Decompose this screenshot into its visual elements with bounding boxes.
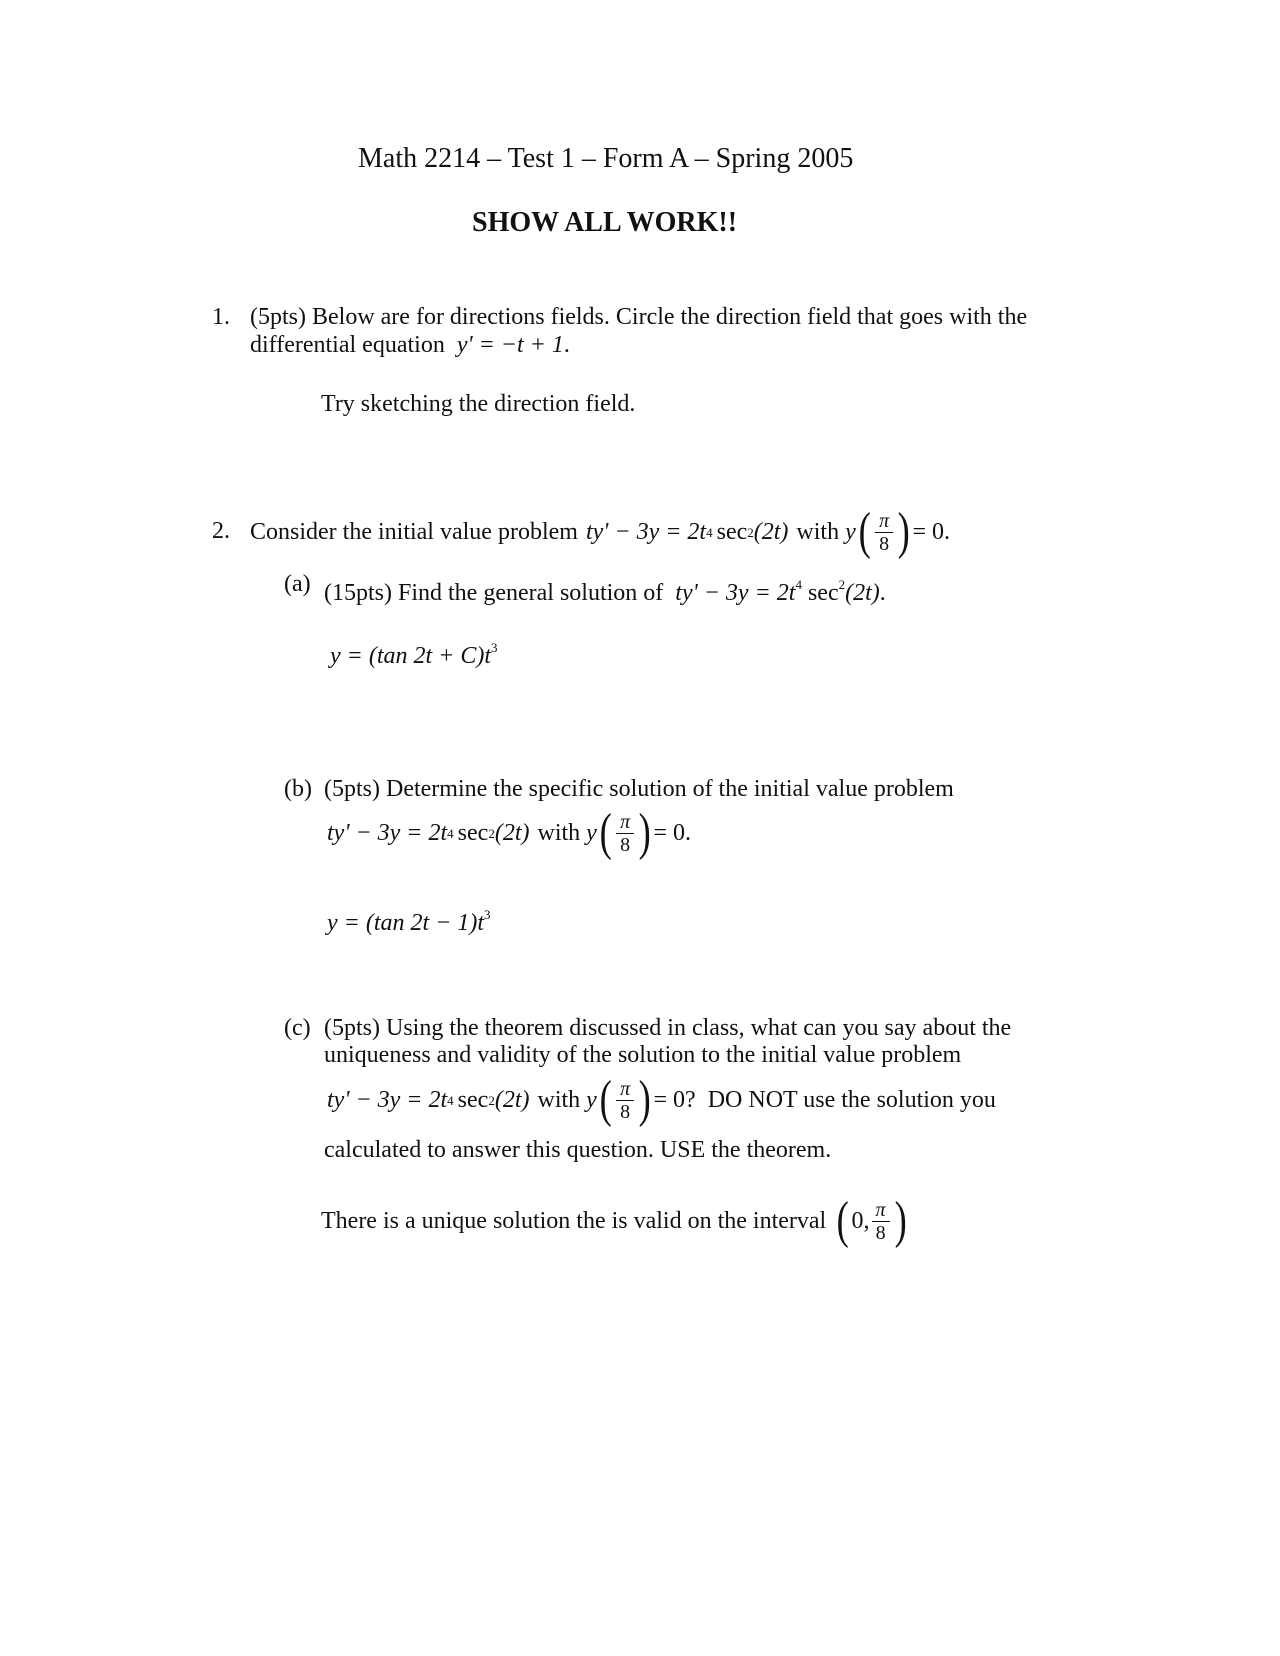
q2-ode-exp2: 2 (747, 524, 754, 540)
q1-text-line2-label: differential equation (250, 332, 445, 358)
q2b-label: (b) (284, 776, 312, 802)
q2c-label: (c) (284, 1015, 311, 1041)
q2c-ivp-line: ty' − 3y = 2t 4 sec 2 (2t) with y ( $\frac{\pi}{8}$ ) = 0 ? DO NOT use the solution you (327, 1071, 996, 1128)
q2c-text-line3: DO NOT use the solution you (707, 1086, 996, 1113)
q2c-interval-fraction: $\frac{\pi}{8}$ (872, 1199, 890, 1244)
q2c-text-line2: uniqueness and validity of the solution to the initial value problem (324, 1042, 962, 1068)
page-title: Math 2214 – Test 1 – Form A – Spring 2005 (358, 143, 854, 174)
q1-hint: Try sketching the direction field. (321, 391, 636, 417)
q2-ic-y: y (845, 518, 856, 545)
q2b-answer: y = (tan $2t - 1)t^3$ (327, 907, 491, 936)
q2-ode-lhs: ty' − 3y = 2t (585, 518, 707, 545)
q2a-label: (a) (284, 571, 311, 597)
q2c-ic-fraction: $\frac{\pi}{8}$ (616, 1078, 634, 1123)
q2-intro-line: Consider the initial value problem ty' − 3y = 2t 4 sec 2 (2t) with y ( $\frac{\pi}{8}$ ) = 0 . (250, 503, 950, 560)
q2c-text-line1: (5pts) Using the theorem discussed in class, what can you say about the (324, 1015, 1012, 1041)
q1-equation: y' = −t + 1 (456, 332, 564, 358)
instruction-heading: SHOW ALL WORK!! (472, 207, 738, 238)
q2-ode-exp4: 4 (706, 524, 713, 540)
q2a-text-line: (15pts) Find the general solution of $ty' - 3y = 2t^4$ $\sec^2(2t)$. (324, 577, 886, 606)
q1-number: 1. (212, 304, 230, 330)
q2c-text-line4: calculated to answer this question. USE the theorem. (324, 1137, 832, 1163)
q2a-text: (15pts) Find the general solution of (324, 580, 664, 606)
q2a-answer: y = (tan $2t + C)t^3$ (330, 640, 498, 669)
q2b-text: (5pts) Determine the specific solution of the initial value problem (324, 776, 954, 802)
q2b-ivp-line: ty' − 3y = 2t 4 sec 2 (2t) with y ( $\frac{\pi}{8}$ ) = 0 . (327, 804, 692, 861)
q2c-answer-line: There is a unique solution the is valid on the interval ( 0, $\frac{\pi}{8}$ ) (321, 1192, 907, 1249)
q1-text-line1: (5pts) Below are for directions fields. Circle the direction field that goes with the (250, 304, 1028, 330)
q2-ode-sec: sec (716, 518, 748, 545)
q2-intro-text: Consider the initial value problem (250, 518, 578, 545)
q2-ic-rhs: = 0 (912, 518, 944, 545)
q2-number: 2. (212, 518, 230, 544)
q2b-ic-fraction: $\frac{\pi}{8}$ (616, 811, 634, 856)
q2-ic-fraction: $\frac{\pi}{8}$ (875, 510, 893, 555)
q1-text-line2: differential equation y' = −t + 1. (250, 332, 570, 358)
q2c-answer-text: There is a unique solution the is valid on the interval (321, 1207, 827, 1234)
q2-ode-arg: (2t) (753, 518, 789, 545)
q2c-interval-start: 0, (851, 1207, 870, 1234)
q2-with: with (796, 518, 840, 545)
